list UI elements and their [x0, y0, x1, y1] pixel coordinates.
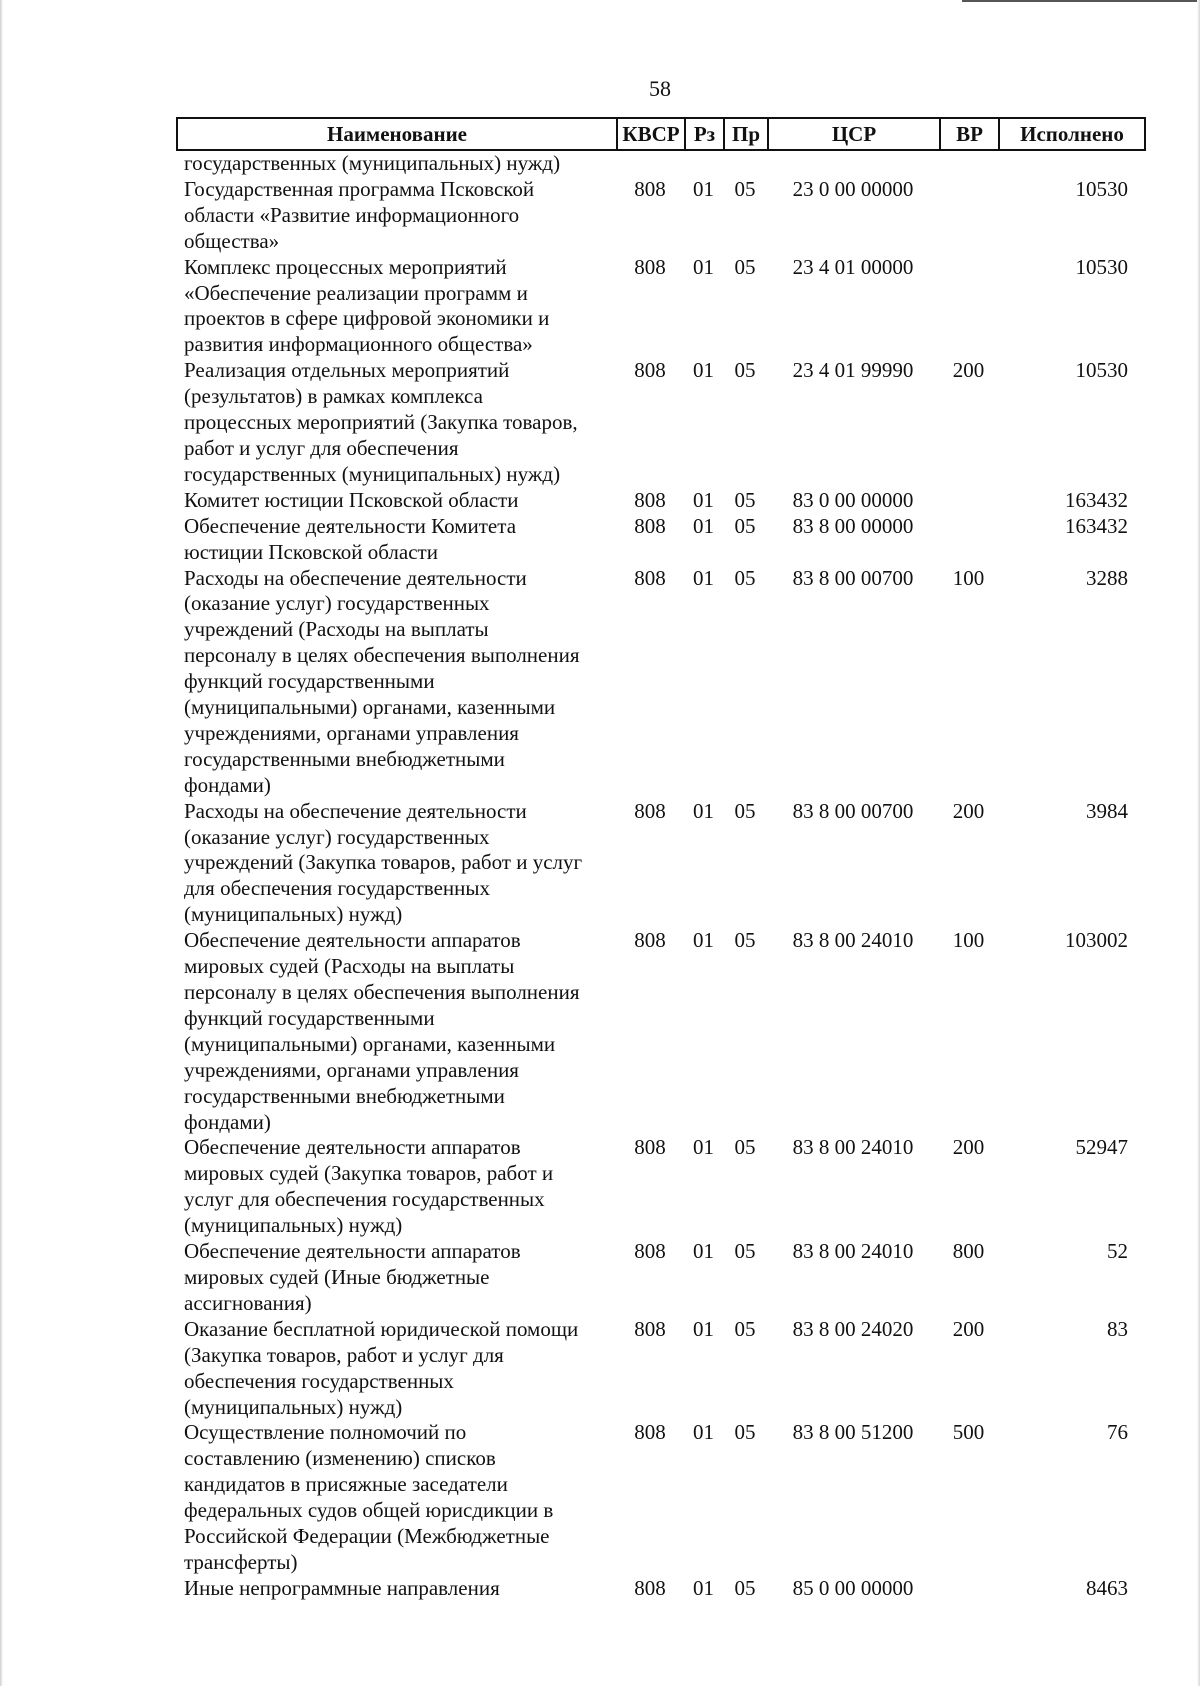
row-executed: 103002: [1065, 928, 1128, 953]
row-vr: [939, 151, 998, 177]
row-rz: [684, 151, 723, 177]
row-kvsr: [616, 151, 684, 177]
row-rz: 01: [693, 358, 714, 383]
row-executed: 10530: [1075, 254, 1128, 279]
row-csr: 23 4 01 99990: [792, 358, 914, 383]
row-pr: 05: [734, 1420, 756, 1445]
row-pr: 05: [734, 1316, 756, 1341]
page-number: 58: [649, 76, 671, 101]
row-rz: 01: [693, 254, 714, 279]
row-rz: 01: [693, 513, 714, 538]
row-name: Оказание бесплатной юридической помощи (Закупка товаров, работ и услуг для обеспечения государственных (муниципальных) нужд): [184, 1316, 579, 1419]
row-name: Государственная программа Псковской области «Развитие информационного общества»: [184, 176, 535, 253]
header-name: Наименование: [178, 119, 618, 149]
table-row: [176, 1317, 1146, 1421]
row-rz: 01: [693, 928, 714, 953]
table-row: [176, 1239, 1146, 1317]
row-name: Комитет юстиции Псковской области: [184, 487, 519, 512]
row-vr: [939, 488, 998, 514]
row-pr: 05: [734, 176, 756, 201]
table-row: [176, 488, 1146, 514]
table-body: [176, 151, 1146, 1602]
row-kvsr: 808: [634, 358, 666, 383]
row-vr: 200: [952, 1135, 985, 1160]
row-rz: 01: [693, 565, 714, 590]
row-kvsr: 808: [634, 513, 666, 538]
scan-top-line: [962, 0, 1200, 2]
row-csr: 83 8 00 24020: [792, 1316, 914, 1341]
row-csr: 83 8 00 00700: [792, 798, 914, 823]
row-rz: 01: [693, 1135, 714, 1160]
header-pr: Пр: [725, 119, 769, 149]
row-pr: 05: [734, 358, 756, 383]
row-csr: 85 0 00 00000: [792, 1575, 914, 1600]
row-kvsr: 808: [634, 565, 666, 590]
row-name: Реализация отдельных мероприятий (результатов) в рамках комплекса процессных мероприятий (Закупка товаров, работ и услуг для обеспечения государственных (муниципальных) нужд): [184, 358, 578, 486]
row-name: Комплекс процессных мероприятий «Обеспечение реализации программ и проектов в сфере цифровой экономики и развития информационного общества»: [184, 254, 550, 357]
row-name: Обеспечение деятельности Комитета юстиции Псковской области: [184, 513, 517, 564]
row-vr: 100: [952, 565, 985, 590]
row-executed: 8463: [1086, 1575, 1128, 1600]
row-name: Обеспечение деятельности аппаратов мировых судей (Иные бюджетные ассигнования): [184, 1239, 521, 1315]
table-row: [176, 928, 1146, 1135]
row-executed: 3288: [1086, 565, 1128, 590]
row-name: государственных (муниципальных) нужд): [184, 151, 561, 175]
header-rz: Рз: [686, 119, 725, 149]
row-csr: 83 8 00 24010: [792, 1239, 914, 1264]
row-name: Осуществление полномочий по составлению (изменению) списков кандидатов в присяжные заседатели федеральных судов общей юрисдикции в Российской Федерации (Межбюджетные трансферты): [184, 1420, 554, 1574]
table-row: [176, 1576, 1146, 1602]
table-row: [176, 514, 1146, 566]
row-rz: 01: [693, 798, 714, 823]
row-pr: 05: [734, 565, 756, 590]
row-executed: 10530: [1075, 358, 1128, 383]
row-kvsr: 808: [634, 176, 666, 201]
row-kvsr: 808: [634, 1135, 666, 1160]
row-name: Обеспечение деятельности аппаратов мировых судей (Расходы на выплаты персоналу в целях обеспечения выполнения функций государственными (муниципальными) органами, казенными учреждениями, органами управления государственными внебюджетными фондами): [184, 928, 580, 1134]
scan-left-edge: [0, 0, 3, 1686]
row-executed: 52947: [1075, 1135, 1128, 1160]
row-name: Иные непрограммные направления: [184, 1575, 500, 1600]
row-name: Расходы на обеспечение деятельности (оказание услуг) государственных учреждений (Расходы на выплаты персоналу в целях обеспечения выполнения функций государственными (муниципальными) органами, казенными учреждениями, органами управления государственными внебюджетными фондами): [184, 565, 580, 797]
table-row: [176, 566, 1146, 799]
row-executed: 83: [1107, 1316, 1128, 1341]
table-row: [176, 1135, 1146, 1239]
row-executed: 10530: [1075, 176, 1128, 201]
row-vr: 500: [952, 1420, 985, 1445]
row-csr: 83 8 00 24010: [792, 928, 914, 953]
row-kvsr: 808: [634, 1316, 666, 1341]
row-vr: 100: [952, 928, 985, 953]
row-kvsr: 808: [634, 1575, 666, 1600]
row-csr: 83 8 00 24010: [792, 1135, 914, 1160]
header-vr: ВР: [941, 119, 1000, 149]
header-csr: ЦСР: [769, 119, 941, 149]
row-kvsr: 808: [634, 254, 666, 279]
row-name: Обеспечение деятельности аппаратов мировых судей (Закупка товаров, работ и услуг для обеспечения государственных (муниципальных) нужд): [184, 1135, 554, 1238]
row-executed: 163432: [1065, 487, 1128, 512]
row-vr: 200: [952, 1316, 985, 1341]
header-kvsr: КВСР: [618, 119, 686, 149]
row-executed: 76: [1107, 1420, 1128, 1445]
table-row: [176, 151, 1146, 177]
row-vr: 200: [952, 798, 985, 823]
row-pr: [723, 151, 767, 177]
row-csr: 83 0 00 00000: [792, 487, 914, 512]
row-vr: 800: [952, 1239, 985, 1264]
row-executed: [998, 151, 1142, 177]
row-rz: 01: [693, 1420, 714, 1445]
row-kvsr: 808: [634, 798, 666, 823]
row-pr: 05: [734, 487, 756, 512]
table-header: [176, 117, 1146, 151]
table-row: [176, 358, 1146, 488]
row-pr: 05: [734, 1239, 756, 1264]
row-csr: 83 8 00 00700: [792, 565, 914, 590]
row-rz: 01: [693, 1239, 714, 1264]
row-kvsr: 808: [634, 1239, 666, 1264]
row-rz: 01: [693, 487, 714, 512]
row-csr: 83 8 00 00000: [792, 513, 914, 538]
table-row: [176, 1420, 1146, 1575]
row-csr: 83 8 00 51200: [792, 1420, 914, 1445]
row-vr: [939, 255, 998, 359]
row-vr: [939, 1576, 998, 1602]
row-csr: [767, 151, 939, 177]
row-executed: 52: [1107, 1239, 1128, 1264]
row-pr: 05: [734, 513, 756, 538]
row-rz: 01: [693, 1316, 714, 1341]
row-vr: 200: [952, 358, 985, 383]
row-rz: 01: [693, 176, 714, 201]
row-csr: 23 0 00 00000: [792, 176, 914, 201]
row-pr: 05: [734, 1135, 756, 1160]
row-pr: 05: [734, 798, 756, 823]
row-pr: 05: [734, 928, 756, 953]
row-vr: [939, 514, 998, 566]
row-executed: 3984: [1086, 798, 1128, 823]
row-kvsr: 808: [634, 487, 666, 512]
table-row: [176, 255, 1146, 359]
header-executed: Исполнено: [1020, 122, 1124, 146]
row-kvsr: 808: [634, 1420, 666, 1445]
row-pr: 05: [734, 1575, 756, 1600]
row-executed: 163432: [1065, 513, 1128, 538]
table-row: [176, 177, 1146, 255]
row-csr: 23 4 01 00000: [792, 254, 914, 279]
row-name: Расходы на обеспечение деятельности (оказание услуг) государственных учреждений (Закупка товаров, работ и услуг для обеспечения государственных (муниципальных) нужд): [184, 798, 583, 927]
row-pr: 05: [734, 254, 756, 279]
row-vr: [939, 177, 998, 255]
row-kvsr: 808: [634, 928, 666, 953]
row-rz: 01: [693, 1575, 714, 1600]
table-row: [176, 799, 1146, 929]
